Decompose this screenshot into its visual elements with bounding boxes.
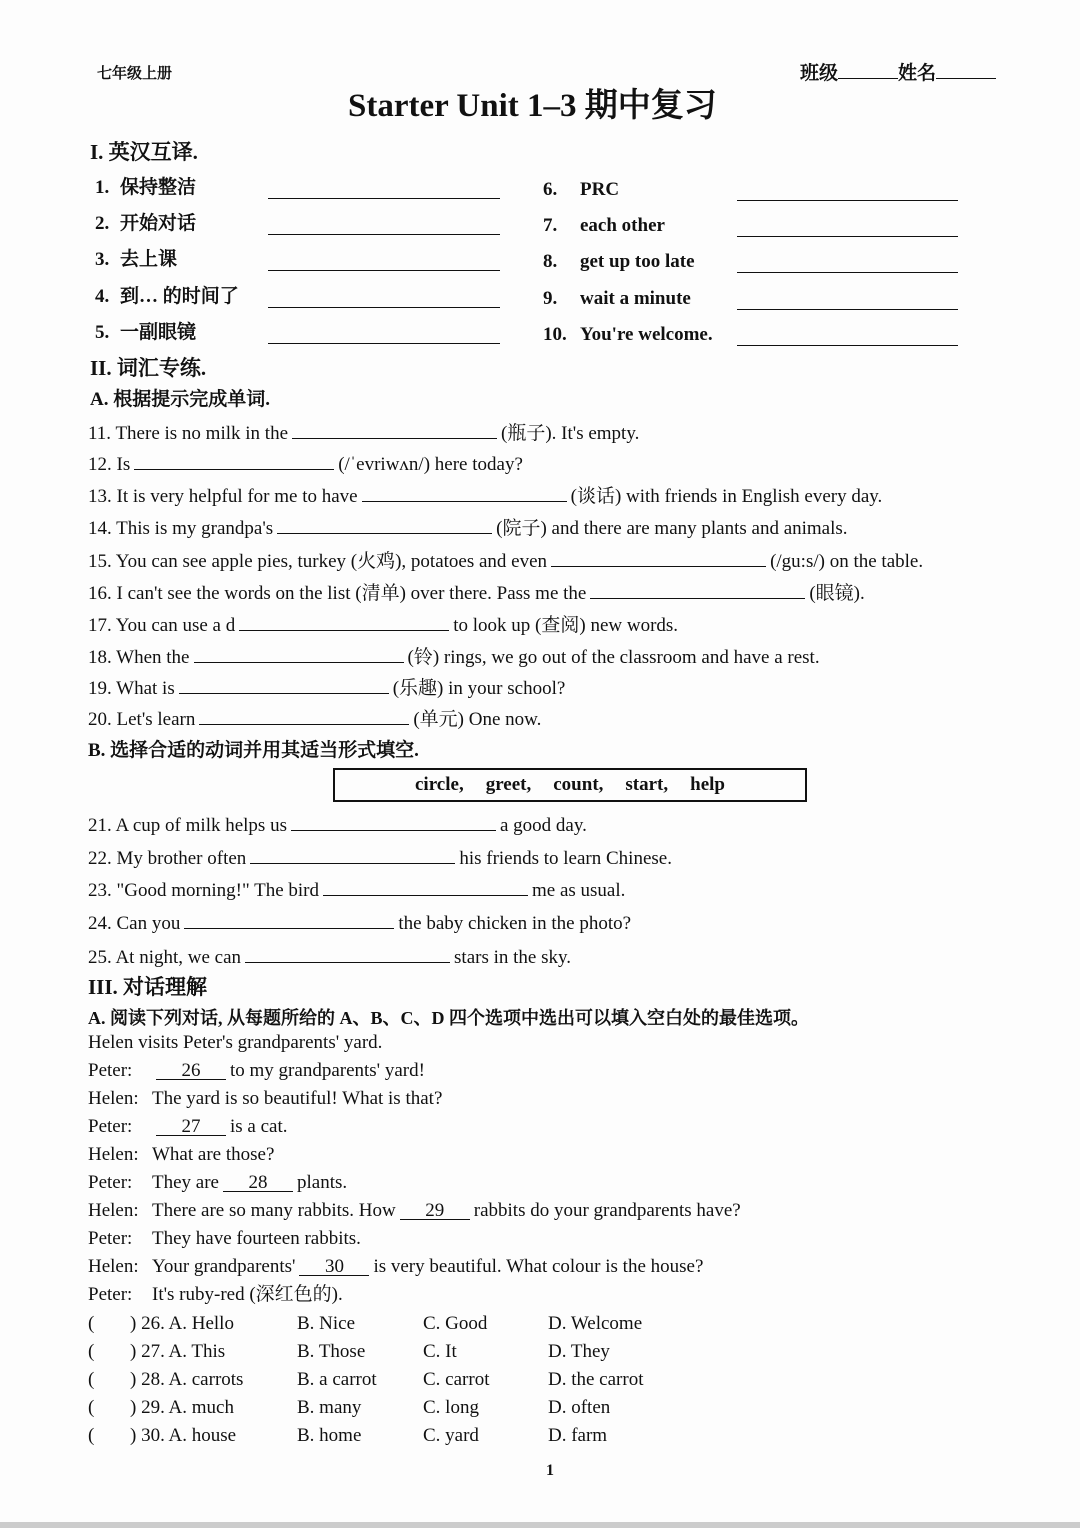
dialogue-blank[interactable]: 28: [223, 1171, 293, 1192]
answer-paren[interactable]: (: [88, 1369, 95, 1390]
answer-blank[interactable]: [268, 234, 500, 235]
answer-blank[interactable]: [323, 877, 528, 896]
item-text: each other: [580, 215, 665, 236]
speaker: Helen:: [88, 1256, 139, 1277]
name-blank[interactable]: [936, 60, 996, 79]
question-row: [88, 483, 882, 509]
question-text: 22. My brother often: [88, 848, 247, 869]
answer-paren[interactable]: (: [88, 1425, 95, 1446]
item-number: 2.: [95, 213, 110, 234]
dialogue-line: [88, 1115, 288, 1139]
item-text: 开始对话: [120, 213, 197, 234]
option-b: B. Those: [297, 1341, 366, 1362]
item-number: 9.: [543, 288, 558, 309]
answer-blank[interactable]: [737, 309, 958, 310]
speaker: Helen:: [88, 1144, 139, 1165]
item-number: 4.: [95, 286, 110, 307]
question-row: [88, 548, 923, 574]
answer-paren[interactable]: (: [88, 1397, 95, 1418]
question-text-after: (/gu:s/) on the table.: [770, 551, 924, 572]
item-number: 1.: [95, 177, 110, 198]
question-text: 23. "Good morning!" The bird: [88, 880, 319, 901]
question-text: 15. You can see apple pies, turkey (火鸡), potatoes and even: [88, 551, 548, 572]
word-option: circle,: [415, 774, 464, 795]
answer-paren[interactable]: (: [88, 1341, 95, 1362]
option-a: ) 28. A. carrots: [130, 1369, 244, 1390]
question-text: 20. Let's learn: [88, 709, 196, 730]
answer-paren[interactable]: (: [88, 1313, 95, 1334]
dialogue-blank[interactable]: 27: [156, 1115, 226, 1136]
question-row: [88, 515, 848, 541]
dialogue-line: [88, 1171, 347, 1195]
option-c: C. yard: [423, 1425, 479, 1446]
option-d: D. Welcome: [548, 1313, 643, 1334]
option-c: C. long: [423, 1397, 479, 1418]
answer-blank[interactable]: [551, 548, 766, 567]
dialogue-blank[interactable]: 29: [400, 1199, 470, 1220]
question-text: 13. It is very helpful for me to have: [88, 486, 358, 507]
item-number: 3.: [95, 249, 110, 270]
question-row: [88, 451, 523, 477]
option-d: D. farm: [548, 1425, 608, 1446]
answer-blank[interactable]: [239, 612, 449, 631]
question-text-after: to look up (查阅) new words.: [453, 615, 679, 636]
question-text-after: (乐趣) in your school?: [392, 678, 566, 699]
question-text-after: a good day.: [499, 815, 587, 836]
answer-blank[interactable]: [291, 812, 496, 831]
dialogue-text-after: rabbits do your grandparents have?: [473, 1200, 741, 1221]
class-name-fields: [800, 60, 996, 86]
dialogue-text: What are those?: [152, 1144, 275, 1165]
question-row: [88, 910, 631, 936]
option-a: ) 26. A. Hello: [130, 1313, 234, 1334]
answer-blank[interactable]: [179, 675, 389, 694]
answer-blank[interactable]: [737, 345, 958, 346]
dialogue-text: They have fourteen rabbits.: [152, 1228, 361, 1249]
dialogue-text: There are so many rabbits. How: [152, 1200, 396, 1221]
word-option: count,: [553, 774, 604, 795]
answer-blank[interactable]: [362, 483, 567, 502]
answer-blank[interactable]: [737, 272, 958, 273]
question-row: [88, 944, 571, 970]
question-text: 17. You can use a d: [88, 615, 236, 636]
dialogue-blank[interactable]: 30: [299, 1255, 369, 1276]
answer-blank[interactable]: [194, 644, 404, 663]
translation-item-6: [543, 178, 619, 202]
answer-blank[interactable]: [292, 420, 497, 439]
question-text: 25. At night, we can: [88, 947, 242, 968]
question-text-after: (/ˈevriwʌn/) here today?: [338, 454, 523, 475]
scan-edge: [0, 1522, 1080, 1528]
option-d: D. the carrot: [548, 1369, 644, 1390]
section-2b-heading: B. 选择合适的动词并用其适当形式填空.: [88, 740, 419, 761]
question-row: [88, 812, 587, 838]
question-row: [88, 644, 820, 670]
dialogue-text-after: plants.: [296, 1172, 348, 1193]
page-title: Starter Unit 1–3 期中复习: [348, 88, 717, 124]
item-number: 5.: [95, 322, 110, 343]
dialogue-line: [88, 1199, 741, 1223]
option-d: D. often: [548, 1397, 611, 1418]
question-text-after: (铃) rings, we go out of the classroom and have a rest.: [407, 647, 820, 668]
question-text-after: (单元) One now.: [413, 709, 542, 730]
speaker: Peter:: [88, 1172, 133, 1193]
page-number: 1: [546, 1462, 554, 1479]
translation-item-10: [543, 323, 713, 347]
option-d: D. They: [548, 1341, 610, 1362]
question-row: [88, 877, 625, 903]
translation-item-4: [95, 285, 239, 309]
translation-item-1: [95, 176, 196, 200]
word-option: greet,: [485, 774, 532, 795]
question-text: 24. Can you: [88, 913, 181, 934]
speaker: Peter:: [88, 1228, 133, 1249]
translation-item-5: [95, 321, 196, 345]
speaker: Peter:: [88, 1116, 133, 1137]
question-text-after: me as usual.: [532, 880, 626, 901]
option-c: C. It: [423, 1341, 457, 1362]
answer-blank[interactable]: [737, 200, 958, 201]
item-text: wait a minute: [580, 288, 691, 309]
translation-item-8: [543, 250, 695, 274]
item-text: You're welcome.: [580, 324, 713, 345]
dialogue-line: [88, 1059, 425, 1083]
translation-item-3: [95, 248, 177, 272]
translation-item-9: [543, 287, 691, 311]
speaker: Peter:: [88, 1060, 133, 1081]
option-b: B. a carrot: [297, 1369, 377, 1390]
answer-blank[interactable]: [277, 515, 492, 534]
item-number: 10.: [543, 324, 567, 345]
question-row: [88, 420, 639, 446]
dialogue-text: The yard is so beautiful! What is that?: [152, 1088, 443, 1109]
question-text-after: the baby chicken in the photo?: [398, 913, 632, 934]
item-text: get up too late: [580, 251, 695, 272]
question-text: 21. A cup of milk helps us: [88, 815, 287, 836]
dialogue-text-after: is very beautiful. What colour is the house?: [373, 1256, 704, 1277]
word-option: help: [690, 774, 725, 795]
dialogue-line: [88, 1283, 343, 1307]
answer-blank[interactable]: [268, 198, 500, 199]
question-text: 12. Is: [88, 454, 131, 475]
question-text-after: (眼镜).: [809, 583, 865, 604]
question-row: [88, 612, 678, 638]
dialogue-line: [88, 1227, 361, 1251]
question-text-after: (谈话) with friends in English every day.: [570, 486, 883, 507]
answer-blank[interactable]: [590, 580, 805, 599]
section-2a-heading: A. 根据提示完成单词.: [90, 389, 270, 410]
dialogue-text: Your grandparents': [152, 1256, 296, 1277]
dialogue-text: They are: [152, 1172, 219, 1193]
class-blank[interactable]: [838, 60, 898, 79]
section-3a-heading: A. 阅读下列对话, 从每题所给的 A、B、C、D 四个选项中选出可以填入空白处的最佳选项。: [88, 1008, 809, 1028]
dialogue-text: It's ruby-red (深红色的).: [152, 1284, 343, 1305]
option-b: B. many: [297, 1397, 362, 1418]
item-number: 6.: [543, 179, 558, 200]
class-label: 班级: [800, 63, 839, 84]
answer-blank[interactable]: [250, 845, 455, 864]
speaker: Helen:: [88, 1088, 139, 1109]
word-option: start,: [625, 774, 669, 795]
question-text-after: (院子) and there are many plants and animals.: [496, 518, 848, 539]
question-row: [88, 706, 541, 732]
question-text-after: stars in the sky.: [454, 947, 572, 968]
question-row: [88, 580, 865, 606]
question-text: 11. There is no milk in the: [88, 423, 289, 444]
item-text: 一副眼镜: [120, 322, 197, 343]
option-a: ) 27. A. This: [130, 1341, 226, 1362]
dialogue-line: [88, 1143, 274, 1167]
dialogue-line: [88, 1255, 703, 1279]
answer-blank[interactable]: [245, 944, 450, 963]
translation-item-7: [543, 214, 665, 238]
question-text: 16. I can't see the words on the list (清单) over there. Pass me the: [88, 583, 587, 604]
answer-blank[interactable]: [184, 910, 394, 929]
name-label: 姓名: [898, 63, 937, 84]
question-text: 14. This is my grandpa's: [88, 518, 274, 539]
dialogue-blank[interactable]: 26: [156, 1059, 226, 1080]
question-text: 19. What is: [88, 678, 175, 699]
speaker: Peter:: [88, 1284, 133, 1305]
item-text: 保持整洁: [120, 177, 197, 198]
option-b: B. Nice: [297, 1313, 356, 1334]
question-text-after: his friends to learn Chinese.: [459, 848, 672, 869]
answer-blank[interactable]: [134, 451, 334, 470]
dialogue-line: [88, 1087, 442, 1111]
option-a: ) 30. A. house: [130, 1425, 237, 1446]
answer-blank[interactable]: [268, 270, 500, 271]
section-2-heading: II. 词汇专练.: [90, 356, 207, 380]
option-c: C. carrot: [423, 1369, 490, 1390]
question-row: [88, 675, 565, 701]
item-text: 到… 的时间了: [120, 286, 239, 307]
answer-blank[interactable]: [268, 307, 500, 308]
option-b: B. home: [297, 1425, 362, 1446]
answer-blank[interactable]: [199, 706, 409, 725]
section-1-heading: I. 英汉互译.: [90, 140, 198, 164]
question-text: 18. When the: [88, 647, 190, 668]
option-c: C. Good: [423, 1313, 488, 1334]
dialogue-intro: Helen visits Peter's grandparents' yard.: [88, 1032, 383, 1053]
word-box: [333, 768, 807, 802]
question-text-after: (瓶子). It's empty.: [501, 423, 640, 444]
section-3-heading: III. 对话理解: [88, 975, 208, 999]
dialogue-text-after: to my grandparents' yard!: [230, 1060, 425, 1081]
translation-item-2: [95, 212, 196, 236]
item-text: PRC: [580, 179, 620, 200]
item-text: 去上课: [120, 249, 178, 270]
option-a: ) 29. A. much: [130, 1397, 234, 1418]
item-number: 8.: [543, 251, 558, 272]
grade-label: 七年级上册: [97, 66, 173, 82]
question-row: [88, 845, 672, 871]
answer-blank[interactable]: [268, 343, 500, 344]
answer-blank[interactable]: [737, 236, 958, 237]
speaker: Helen:: [88, 1200, 139, 1221]
dialogue-text-after: is a cat.: [230, 1116, 288, 1137]
item-number: 7.: [543, 215, 558, 236]
